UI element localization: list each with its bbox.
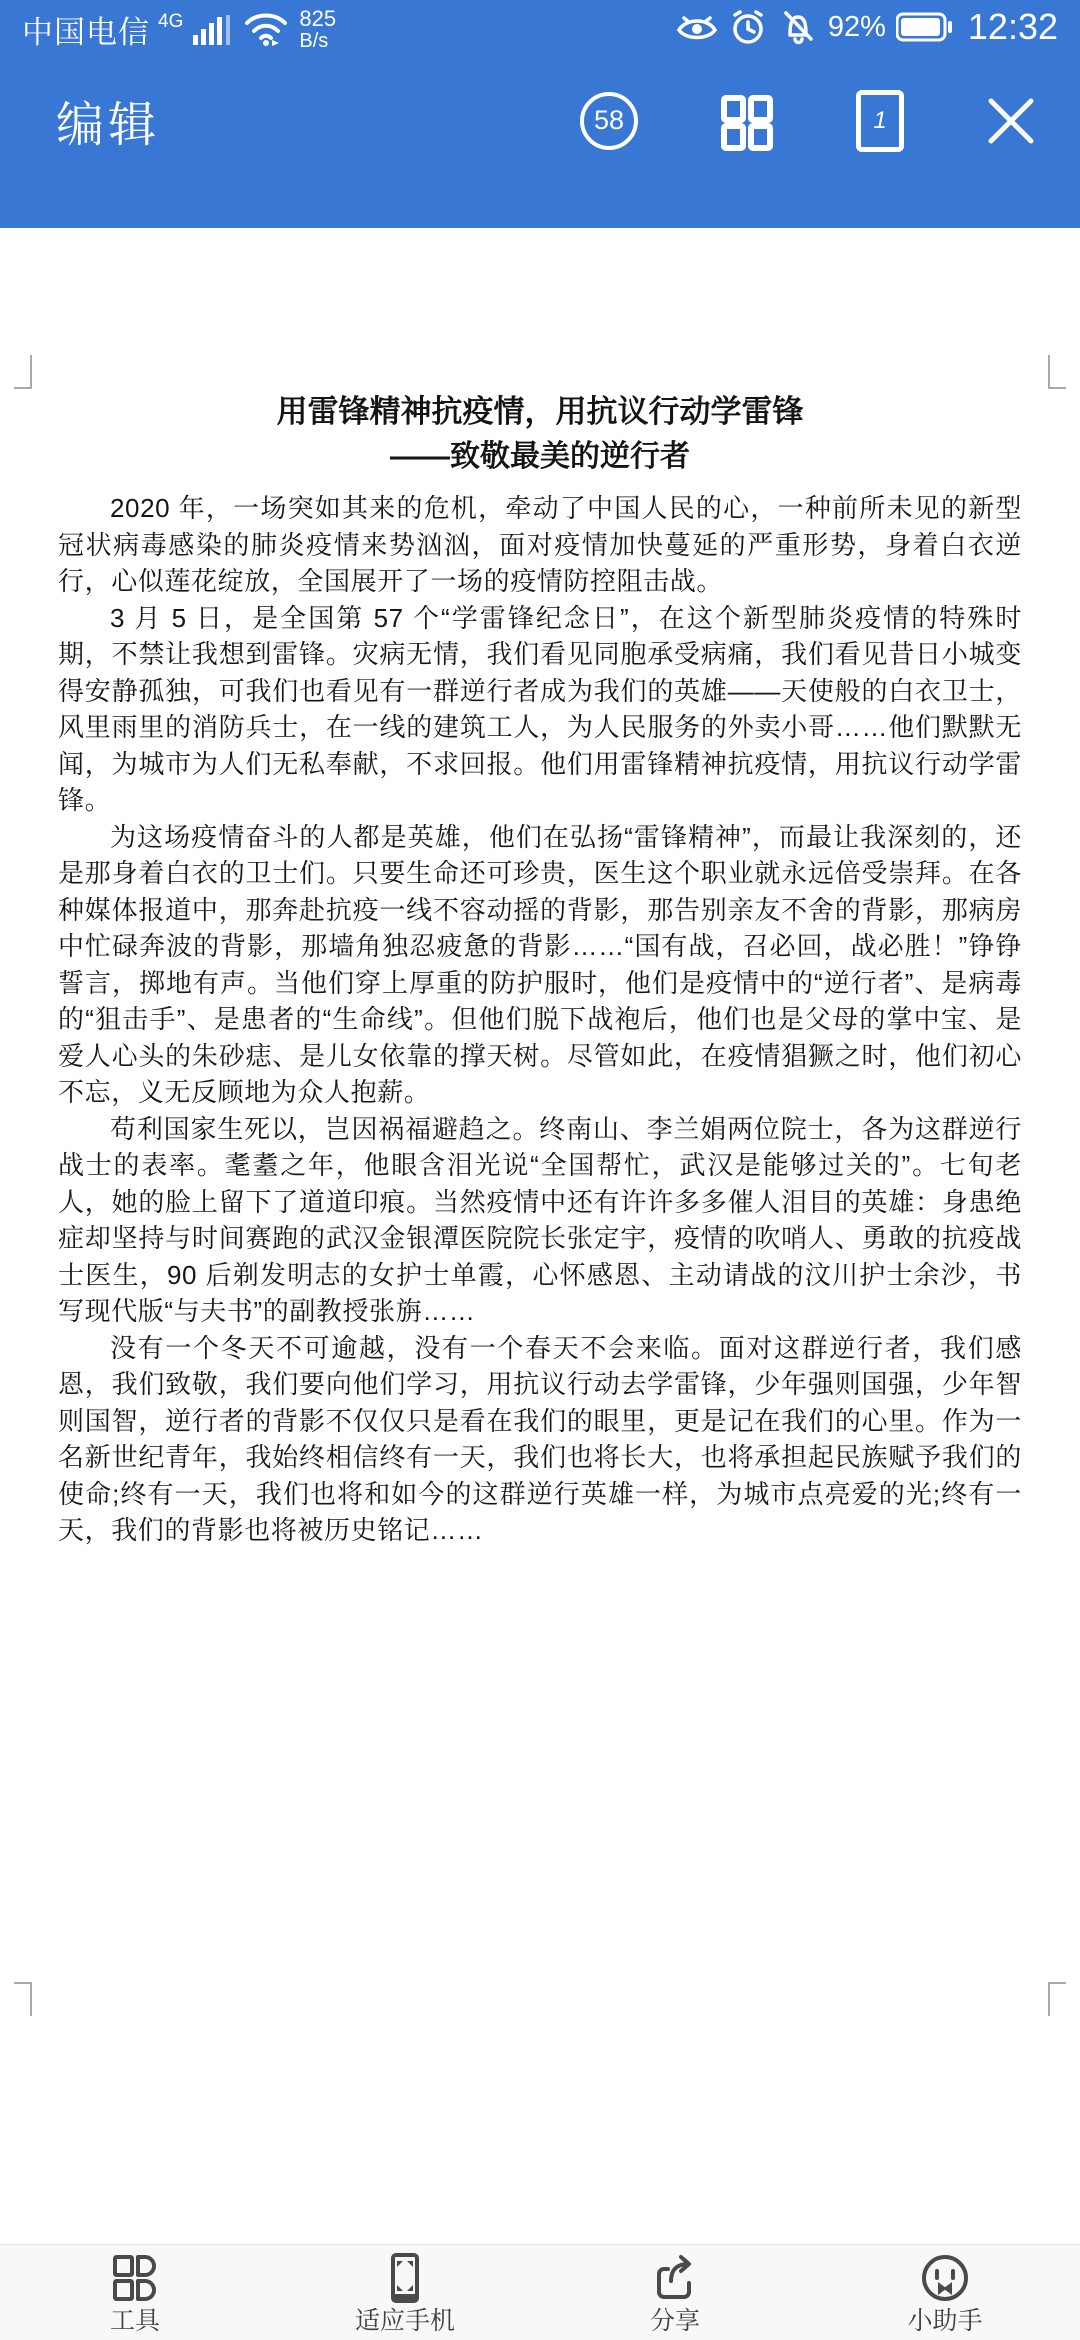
document-page[interactable] (0, 228, 1080, 2244)
header-actions (580, 90, 1040, 152)
network-speed (299, 8, 336, 52)
margin-mark-top-left (14, 355, 32, 389)
status-left (22, 6, 336, 52)
document-paragraph: 3 月 5 日，是全国第 57 个“学雷锋纪念日”，在这个新型肺炎疫情的特殊时期，不禁让我想到雷锋。灾病无情，我们看见同胞承受病痛，我们看见昔日小城变得安静孤独，可我们也看见有一群逆行者成为我们的英雄——天使般的白衣卫士，风里雨里的消防兵士，在一线的建筑工人，为人民服务的外卖小哥……他们默默无闻，为城市为人们无私奉献，不求回报。他们用雷锋精神抗疫情，用抗议行动学雷锋。 (58, 602, 1022, 815)
signal-bars-icon (193, 11, 233, 47)
network-type-label: 4G (158, 11, 184, 32)
fit-phone-icon (378, 2251, 432, 2305)
speed-value: 825 (299, 6, 337, 31)
status-bar (0, 0, 1080, 58)
top-blue-block (0, 0, 1080, 228)
clock-label: 12:32 (967, 6, 1058, 47)
toolbar-label-tools: 工具 (109, 2307, 160, 2335)
bottom-toolbar (0, 2244, 1080, 2340)
toolbar-item-tools[interactable] (0, 2245, 270, 2340)
battery-icon (896, 12, 954, 42)
toolbar-item-share[interactable] (540, 2245, 810, 2340)
grid-view-icon[interactable] (716, 90, 778, 152)
toolbar-item-assistant[interactable] (810, 2245, 1080, 2340)
status-right (676, 6, 1058, 48)
battery-percent-label: 92% (827, 10, 886, 43)
wifi-icon (243, 10, 289, 48)
document-paragraph: 2020 年，一场突如其来的危机，牵动了中国人民的心，一种前所未见的新型冠状病毒感染的肺炎疫情来势汹汹，面对疫情加快蔓延的严重形势，身着白衣逆行，心似莲花绽放，全国展开了一场的疫情防控阻击战。 (58, 493, 1022, 596)
toolbar-label-share: 分享 (649, 2307, 700, 2335)
document-paragraph: 没有一个冬天不可逾越，没有一个春天不会来临。面对这群逆行者，我们感恩，我们致敬，我们要向他们学习，用抗议行动去学雷锋，少年强则国强，少年智则国智，逆行者的背影不仅仅只是看在我们的眼里，更是记在我们的心里。作为一名新世纪青年，我始终相信终有一天，我们也将长大，也将承担起民族赋予我们的使命;终有一天，我们也将和如今的这群逆行英雄一样，为城市点亮爱的光;终有一天，我们的背影也将被历史铭记…… (58, 1332, 1022, 1545)
document-title: 用雷锋精神抗疫情，用抗议行动学雷锋 (276, 394, 804, 429)
margin-mark-bottom-left (14, 1982, 32, 2016)
page-number-icon[interactable]: 1 (856, 90, 904, 152)
mute-bell-icon (778, 9, 818, 45)
margin-mark-top-right (1048, 355, 1066, 389)
tools-grid-icon (108, 2251, 162, 2305)
app-header (0, 58, 1080, 155)
close-icon[interactable] (982, 92, 1040, 150)
speed-unit: B/s (299, 30, 329, 52)
word-count-badge[interactable]: 58 (580, 92, 638, 150)
document-subtitle: ——致敬最美的逆行者 (390, 440, 690, 473)
assistant-icon (918, 2251, 972, 2305)
alarm-clock-icon (728, 9, 768, 45)
edit-mode-button[interactable]: 编辑 (56, 99, 161, 152)
document-paragraph: 苟利国家生死以，岂因祸福避趋之。终南山、李兰娟两位院士，各为这群逆行战士的表率。耄耋之年，他眼含泪光说“全国帮忙，武汉是能够过关的”。七旬老人，她的脸上留下了道道印痕。当然疫情中还有许许多多催人泪目的英雄：身患绝症却坚持与时间赛跑的武汉金银潭医院院长张定宇，疫情的吹哨人、勇敢的抗疫战士医生，90 后剃发明志的女护士单霞，心怀感恩、主动请战的汶川护士余沙，书写现代版“与夫书”的副教授张旃…… (58, 1113, 1022, 1326)
toolbar-item-fit-phone[interactable] (270, 2245, 540, 2340)
eye-protection-icon (676, 10, 718, 44)
document-paragraph: 为这场疫情奋斗的人都是英雄，他们在弘扬“雷锋精神”，而最让我深刻的，还是那身着白衣的卫士们。只要生命还可珍贵，医生这个职业就永远倍受崇拜。在各种媒体报道中，那奔赴抗疫一线不容动摇的背影，那告别亲友不舍的背影，那病房中忙碌奔波的背影，那墙角独忍疲惫的背影……“国有战，召必回，战必胜！”铮铮誓言，掷地有声。当他们穿上厚重的防护服时，他们是疫情中的“逆行者”、是病毒的“狙击手”、是患者的“生命线”。但他们脱下战袍后，他们也是父母的掌中宝、是爱人心头的朱砂痣、是儿女依靠的撑天树。尽管如此，在疫情猖獗之时，他们初心不忘，义无反顾地为众人抱薪。 (58, 821, 1022, 1107)
toolbar-label-fit-phone: 适应手机 (354, 2307, 455, 2335)
share-icon (648, 2251, 702, 2305)
margin-mark-bottom-right (1048, 1982, 1066, 2016)
document-body (58, 490, 1022, 1549)
toolbar-label-assistant: 小助手 (907, 2307, 983, 2335)
carrier-label: 中国电信 (22, 14, 150, 50)
